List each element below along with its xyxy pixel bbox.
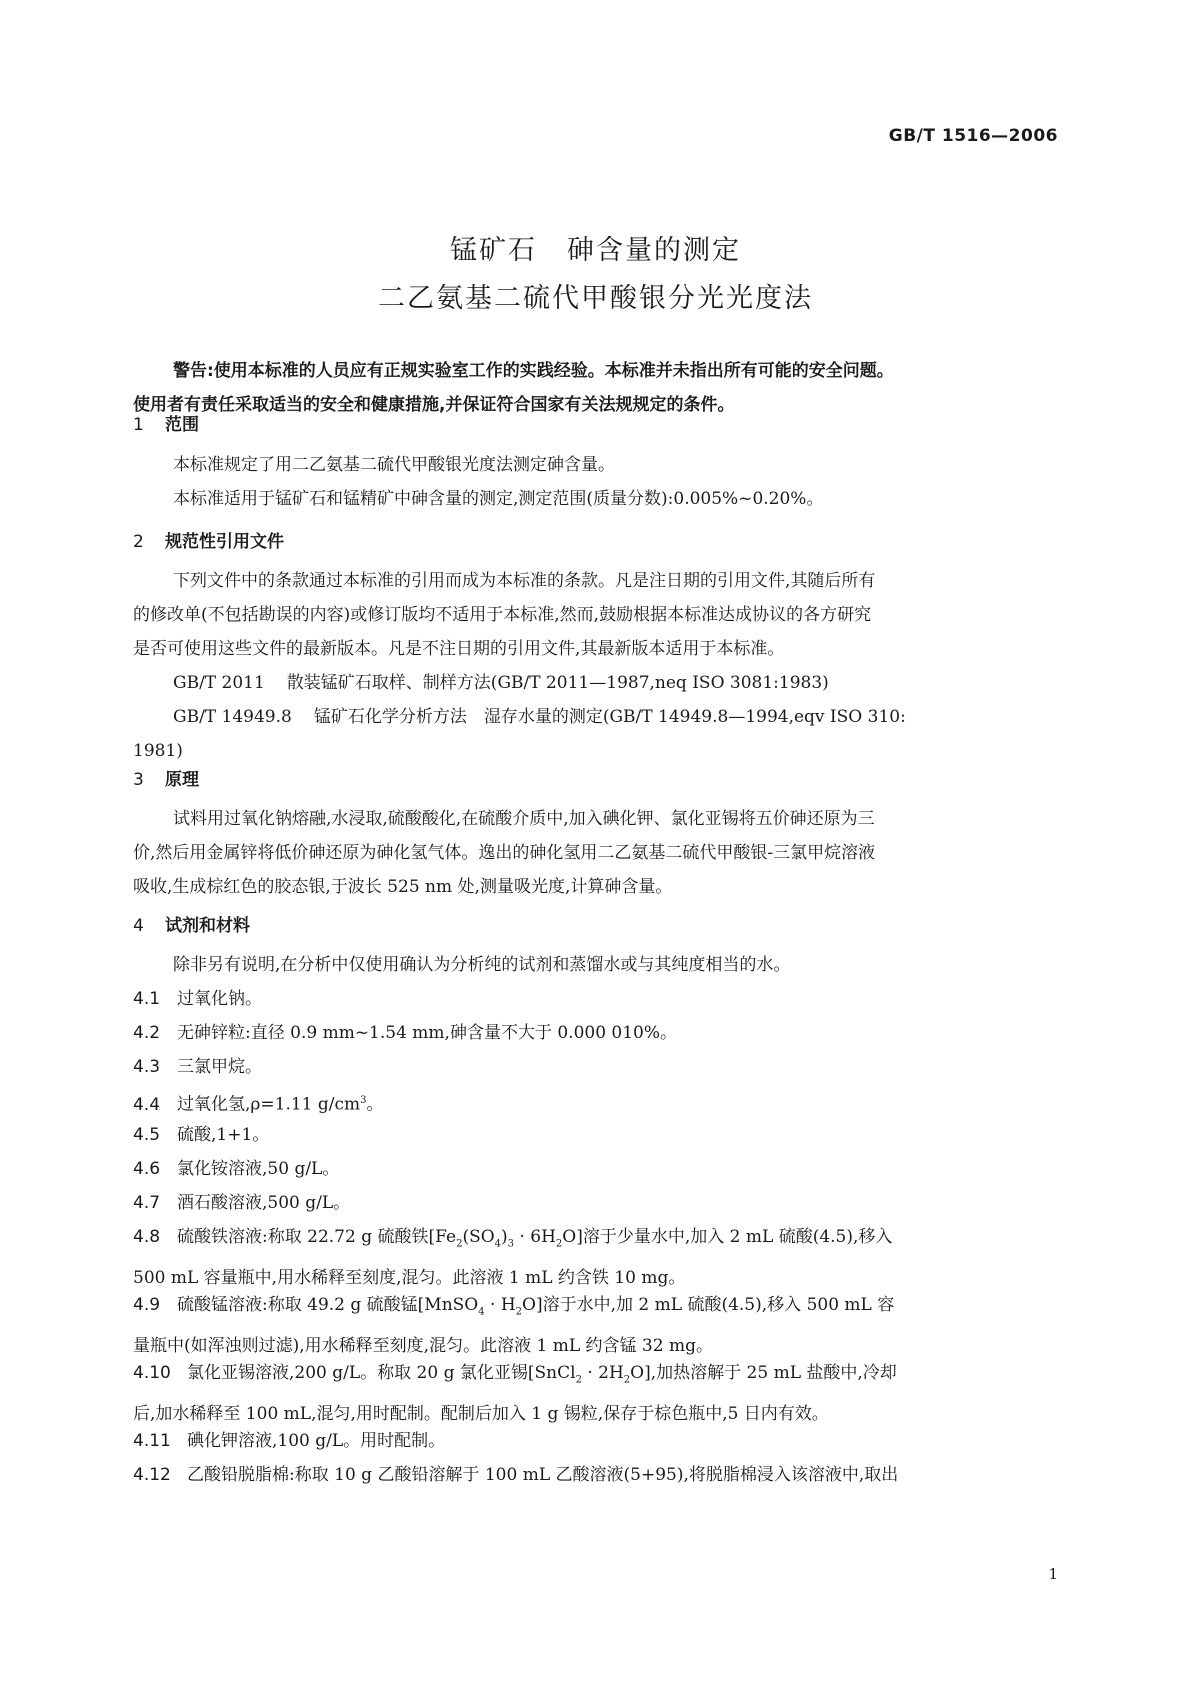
reagent-item-4-11: 4.11 碘化钾溶液,100 g/L。用时配制。 — [133, 1431, 446, 1451]
reagent-item-4-6: 4.6 氯化铵溶液,50 g/L。 — [133, 1159, 340, 1179]
reagent-item-4-12: 4.12 乙酸铅脱脂棉:称取 10 g 乙酸铅溶解于 100 mL 乙酸溶液(5+95),将脱脂棉浸入该溶液中,取出 — [133, 1465, 899, 1485]
reagent-item-4-2: 4.2 无砷锌粒:直径 0.9 mm~1.54 mm,砷含量不大于 0.000 010%。 — [133, 1023, 678, 1043]
title-part-2: 砷含量的测定 — [567, 235, 741, 266]
section-heading-scope: 1 范围 — [133, 415, 199, 435]
page-number: 1 — [1048, 1565, 1058, 1583]
reagent-item-4-7: 4.7 酒石酸溶液,500 g/L。 — [133, 1193, 351, 1213]
section-heading-reagents: 4 试剂和材料 — [133, 916, 250, 936]
reference-gbt-14949-8: GB/T 14949.8 锰矿石化学分析方法 湿存水量的测定(GB/T 14949.8—1994,eqv ISO 310: — [173, 707, 906, 727]
warning-line-2: 使用者有责任采取适当的安全和健康措施,并保证符合国家有关法规规定的条件。 — [133, 395, 735, 415]
reagent-item-4-8: 4.8 硫酸铁溶液:称取 22.72 g 硫酸铁$[Fe_2(SO_4)_3 \cdot 6H_2O]$溶于少量水中,加入 2 mL 硫酸(4.5),移入 500 mL 容量瓶中,用水稀释至刻度,混匀。此溶液 1 mL 约含铁 10 mg。 — [133, 1227, 893, 1289]
reagent-item-4-10: 4.10 氯化亚锡溶液,200 g/L。称取 20 g 氯化亚锡[SnCl$_2$ · $2H_2O$],加热溶解于 25 mL 盐酸中,冷却 后,加水稀释至 100 mL,混匀,用时配制。配制后加入 1 g 锡粒,保存于棕色瓶中,5 日内有效。 — [133, 1363, 897, 1425]
title-line-1 — [0, 228, 1191, 267]
reagent-item-4-5: 4.5 硫酸,1+1。 — [133, 1125, 270, 1145]
reference-gbt-2011: GB/T 2011 散装锰矿石取样、制样方法(GB/T 2011—1987,neq ISO 3081:1983) — [173, 673, 829, 693]
reagent-item-4-4: 4.4 过氧化氢,ρ=1.11 $g/cm^3$。 — [133, 1094, 384, 1115]
reagent-item-4-1: 4.1 过氧化钠。 — [133, 989, 262, 1009]
reagent-item-4-9: 4.9 硫酸锰溶液:称取 49.2 g 硫酸锰[MnSO$_4$ · $H_2O$]溶于水中,加 2 mL 硫酸(4.5),移入 500 mL 容 量瓶中(如浑浊则过滤),用水稀释至刻度,混匀。此溶液 1 mL 约含锰 32 mg。 — [133, 1295, 895, 1357]
standard-code: GB/T 1516—2006 — [888, 126, 1058, 146]
title-line-2: 二乙氨基二硫代甲酸银分光光度法 — [378, 283, 813, 314]
section-heading-principle: 3 原理 — [133, 770, 199, 790]
scope-text: 本标准规定了用二乙氨基二硫代甲酸银光度法测定砷含量。 本标准适用于锰矿石和锰精矿中砷含量的测定,测定范围(质量分数):0.005%~0.20%。 — [173, 455, 824, 509]
reagent-item-4-3: 4.3 三氯甲烷。 — [133, 1057, 262, 1077]
warning-line-1: 警告:使用本标准的人员应有正规实验室工作的实践经验。本标准并未指出所有可能的安全问题。 — [173, 361, 894, 381]
section-heading-references: 2 规范性引用文件 — [133, 532, 284, 552]
principle-text: 试料用过氧化钠熔融,水浸取,硫酸酸化,在硫酸介质中,加入碘化钾、氯化亚锡将五价砷还原为三 价,然后用金属锌将低价砷还原为砷化氢气体。逸出的砷化氢用二乙氨基二硫代甲酸银-三氯甲烷溶液 吸收,生成棕红色的胶态银,于波长 525 nm 处,测量吸光度,计算砷含量。 — [133, 809, 876, 897]
title-part-1: 锰矿石 — [450, 235, 537, 266]
safety-warning — [133, 354, 1057, 422]
reagents-intro: 除非另有说明,在分析中仅使用确认为分析纯的试剂和蒸馏水或与其纯度相当的水。 — [173, 955, 791, 975]
references-text: 下列文件中的条款通过本标准的引用而成为本标准的条款。凡是注日期的引用文件,其随后所有 的修改单(不包括勘误的内容)或修订版均不适用于本标准,然而,鼓励根据本标准达成协议的各方研究 是否可使用这些文件的最新版本。凡是不注日期的引用文件,其最新版本适用于本标准。 GB/T 2011 散装锰矿石取样、制样方法(GB/T 2011—1987,neq ISO 3081:1983) GB/T 14949.8 锰矿石化学分析方法 湿存水量的测定(GB/T 14949.8—1994,eqv ISO 310: 1981) — [133, 564, 1057, 768]
